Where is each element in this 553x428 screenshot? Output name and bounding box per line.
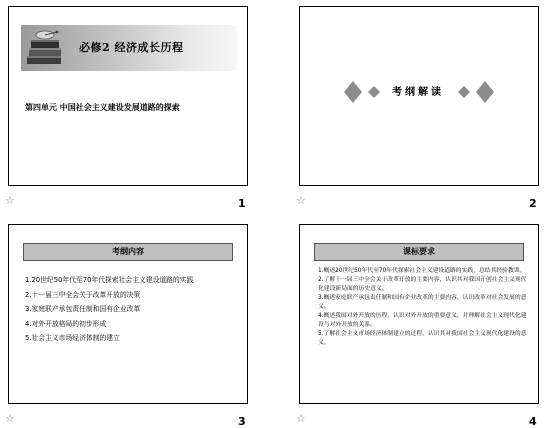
list-item: 1.概述20世纪50年代至70年代探索社会主义建设道路的实践，总结其经验教训。 xyxy=(318,268,526,274)
page-number: 2 xyxy=(529,197,537,210)
slide-thumbnail-4[interactable] xyxy=(296,224,539,428)
list-item: 2.了解十一届三中全会关于改革开放的主要内容，认识其对我国开创社会主义现代化建设新局面的历史意义。 xyxy=(318,277,527,292)
slide-thumbnail-1[interactable] xyxy=(5,6,248,210)
star-icon: ☆ xyxy=(5,412,15,425)
slide-thumbnail-3[interactable] xyxy=(5,224,248,428)
page-number: 1 xyxy=(238,197,246,210)
slide-title: 考纲解读 xyxy=(392,87,444,98)
page-number: 4 xyxy=(529,415,537,428)
list-item: 4.概述我国对外开放的历程，认识对外开放的重要意义，并理解社会主义现代化建设与对外开放的关系。 xyxy=(318,313,527,328)
header-bar: 考纲内容 xyxy=(23,243,233,261)
list-item: 1.20世纪50年代至70年代探索社会主义建设道路的实践 xyxy=(25,276,194,284)
unit-title: 第四单元 中国社会主义建设发展道路的探索 xyxy=(25,103,180,112)
list-item: 5.社会主义市场经济体制的建立 xyxy=(25,334,120,342)
list-item: 2.十一届三中全会关于改革开放的决策 xyxy=(25,290,141,299)
books-icon xyxy=(23,26,69,70)
list-item: 3.家庭联产承包责任制和国有企业改革 xyxy=(25,305,141,313)
title-banner xyxy=(21,25,237,71)
page-number: 3 xyxy=(238,415,246,428)
list-item: 3.概述家庭联产承包责任制和国有企业改革的主要内容，认识改革对社会发展的意义。 xyxy=(318,295,527,310)
banner-title: 必修2 经济成长历程 xyxy=(79,41,184,54)
slide-thumbnail-2[interactable] xyxy=(296,6,539,210)
list-item: 4.对外开放格局的初步形成 xyxy=(25,319,107,328)
star-icon: ☆ xyxy=(296,194,306,207)
content-list xyxy=(25,273,240,346)
star-icon: ☆ xyxy=(5,194,15,207)
list-item: 5.了解社会主义市场经济体制建立的过程，认识其对我国社会主义现代化建设的意义。 xyxy=(318,331,527,346)
content-list xyxy=(318,267,530,348)
star-icon: ☆ xyxy=(296,412,306,425)
header-bar: 课标要求 xyxy=(314,243,524,261)
